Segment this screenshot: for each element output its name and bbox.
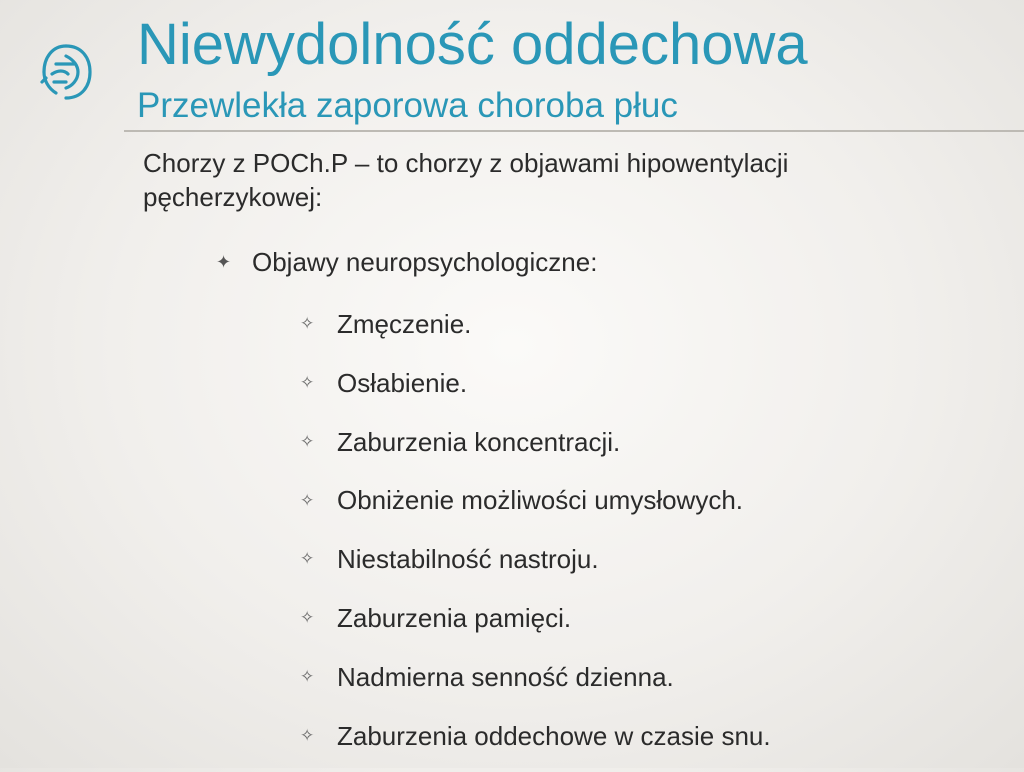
list-item-text: Osłabienie.: [337, 367, 468, 398]
list-item-text: Nadmierna senność dzienna.: [337, 661, 674, 692]
list-item: [300, 714, 771, 772]
sparkle-bullet-icon: ✧: [300, 608, 315, 628]
sparkle-bullet-icon: ✧: [300, 666, 315, 686]
sparkle-bullet-icon: ✧: [300, 549, 315, 569]
list-item: [300, 478, 771, 537]
list-item: [300, 420, 771, 479]
list-item-text: Zaburzenia oddechowe w czasie snu.: [337, 720, 771, 751]
list-item: [300, 596, 771, 655]
sparkle-bullet-icon: ✧: [300, 725, 315, 745]
list-item-text: Obniżenie możliwości umysłowych.: [337, 485, 744, 516]
star-bullet-icon: ✦: [216, 252, 232, 273]
sparkle-bullet-icon: ✧: [300, 372, 315, 392]
list-item: [300, 302, 771, 361]
theme-logo-icon: [38, 40, 94, 104]
symptom-list: [300, 302, 771, 772]
list-item-text: Zaburzenia koncentracji.: [337, 426, 621, 457]
bullet-level1: [216, 243, 597, 279]
list-item: [300, 655, 771, 714]
list-item: [300, 537, 771, 596]
sparkle-bullet-icon: ✧: [300, 431, 315, 451]
sparkle-bullet-icon: ✧: [300, 314, 315, 334]
bullet-level1-text: Objawy neuropsychologiczne:: [252, 247, 598, 278]
list-item-text: Zmęczenie.: [337, 309, 472, 340]
slide-title: Niewydolność oddechowa: [137, 12, 808, 77]
intro-text: Chorzy z POCh.P – to chorzy z objawami hipowentylacji pęcherzykowej:: [143, 148, 789, 212]
sparkle-bullet-icon: ✧: [300, 490, 315, 510]
list-item-text: Zaburzenia pamięci.: [337, 603, 572, 634]
slide-subtitle: Przewlekła zaporowa choroba płuc: [137, 86, 678, 125]
list-item-text: Niestabilność nastroju.: [337, 544, 599, 575]
title-divider: [124, 130, 1024, 132]
list-item: [300, 361, 771, 420]
